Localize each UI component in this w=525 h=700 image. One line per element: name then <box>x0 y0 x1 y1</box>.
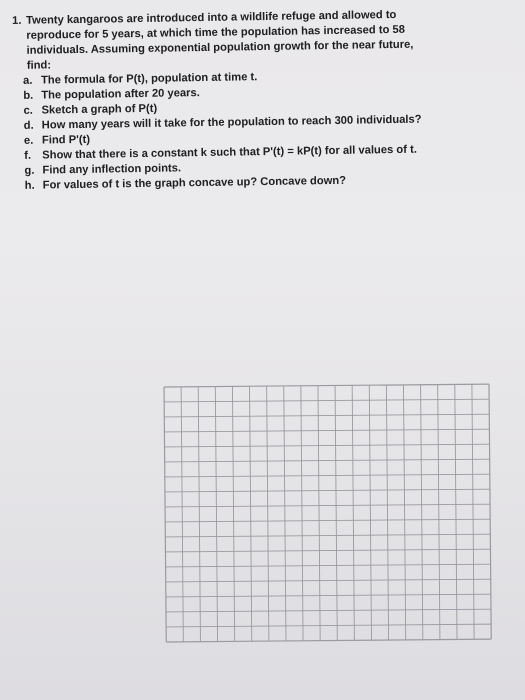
grid-horizontal-line <box>165 504 490 507</box>
question-letter: h. <box>24 179 35 192</box>
question-letter: c. <box>23 104 33 117</box>
grid-vertical-line <box>489 384 491 639</box>
grid-vertical-line <box>472 384 474 639</box>
question-letter: e. <box>23 134 34 147</box>
grid-vertical-line <box>421 385 423 640</box>
grid-horizontal-line <box>165 534 490 537</box>
grid-lines <box>162 382 496 645</box>
question-letter: g. <box>24 164 35 177</box>
grid-vertical-line <box>267 386 269 641</box>
grid-horizontal-line <box>164 399 489 402</box>
question-letter: f. <box>24 149 32 162</box>
grid-horizontal-line <box>166 609 491 612</box>
question-text: For values of t is the graph concave up? Concave down? <box>42 174 347 192</box>
grid-vertical-line <box>318 386 320 641</box>
grid-vertical-line <box>164 387 166 642</box>
grid-horizontal-line <box>166 624 491 627</box>
grid-horizontal-line <box>166 594 491 597</box>
grid-horizontal-line <box>165 444 490 447</box>
grid-vertical-line <box>284 386 286 641</box>
grid-vertical-line <box>455 384 457 639</box>
question-letter: d. <box>23 119 34 132</box>
grid-horizontal-line <box>164 429 489 432</box>
grid-horizontal-line <box>165 474 490 477</box>
problem-number: 1. <box>12 14 22 27</box>
grid-horizontal-line <box>165 459 490 462</box>
grid-vertical-line <box>403 385 405 640</box>
problem-block <box>12 6 495 194</box>
question-text: Sketch a graph of P(t) <box>41 102 158 117</box>
grid-horizontal-line <box>164 384 489 387</box>
question-text: How many years will it take for the population to reach 300 individuals? <box>41 113 422 132</box>
grid-vertical-line <box>386 385 388 640</box>
question-text: Find P'(t) <box>41 133 91 147</box>
grid-horizontal-line <box>164 414 489 417</box>
question-text: Show that there is a constant k such that P'(t) = kP(t) for all values of t. <box>42 143 417 162</box>
intro-line: individuals. Assuming exponential population growth for the near future, <box>26 38 414 57</box>
grid-horizontal-line <box>166 579 491 582</box>
intro-text: Twenty kangaroos are introduced into a wildlife refuge and allowed to <box>26 8 397 27</box>
question-text: The population after 20 years. <box>41 87 200 102</box>
grid-vertical-line <box>369 385 371 640</box>
grid-vertical-line <box>301 386 303 641</box>
grid-horizontal-line <box>165 549 490 552</box>
grid-vertical-line <box>181 387 183 642</box>
intro-line: reproduce for 5 years, at which time the population has increased to 58 <box>26 23 406 42</box>
question-letter: b. <box>23 89 34 102</box>
grid-vertical-line <box>215 387 217 642</box>
grid-horizontal-line <box>165 519 490 522</box>
grid-vertical-line <box>438 385 440 640</box>
grid-horizontal-line <box>166 639 491 642</box>
grid-vertical-line <box>232 386 234 641</box>
grid-vertical-line <box>352 385 354 640</box>
question-letter: a. <box>22 74 33 87</box>
grid-vertical-line <box>198 387 200 642</box>
intro-line: find: <box>26 59 52 72</box>
grid-horizontal-line <box>166 564 491 567</box>
grid-vertical-line <box>250 386 252 641</box>
graph-paper-grid <box>162 382 496 645</box>
grid-horizontal-line <box>165 489 490 492</box>
question-text: The formula for P(t), population at time t. <box>40 71 258 87</box>
question-text: Find any inflection points. <box>42 162 182 177</box>
grid-vertical-line <box>335 385 337 640</box>
